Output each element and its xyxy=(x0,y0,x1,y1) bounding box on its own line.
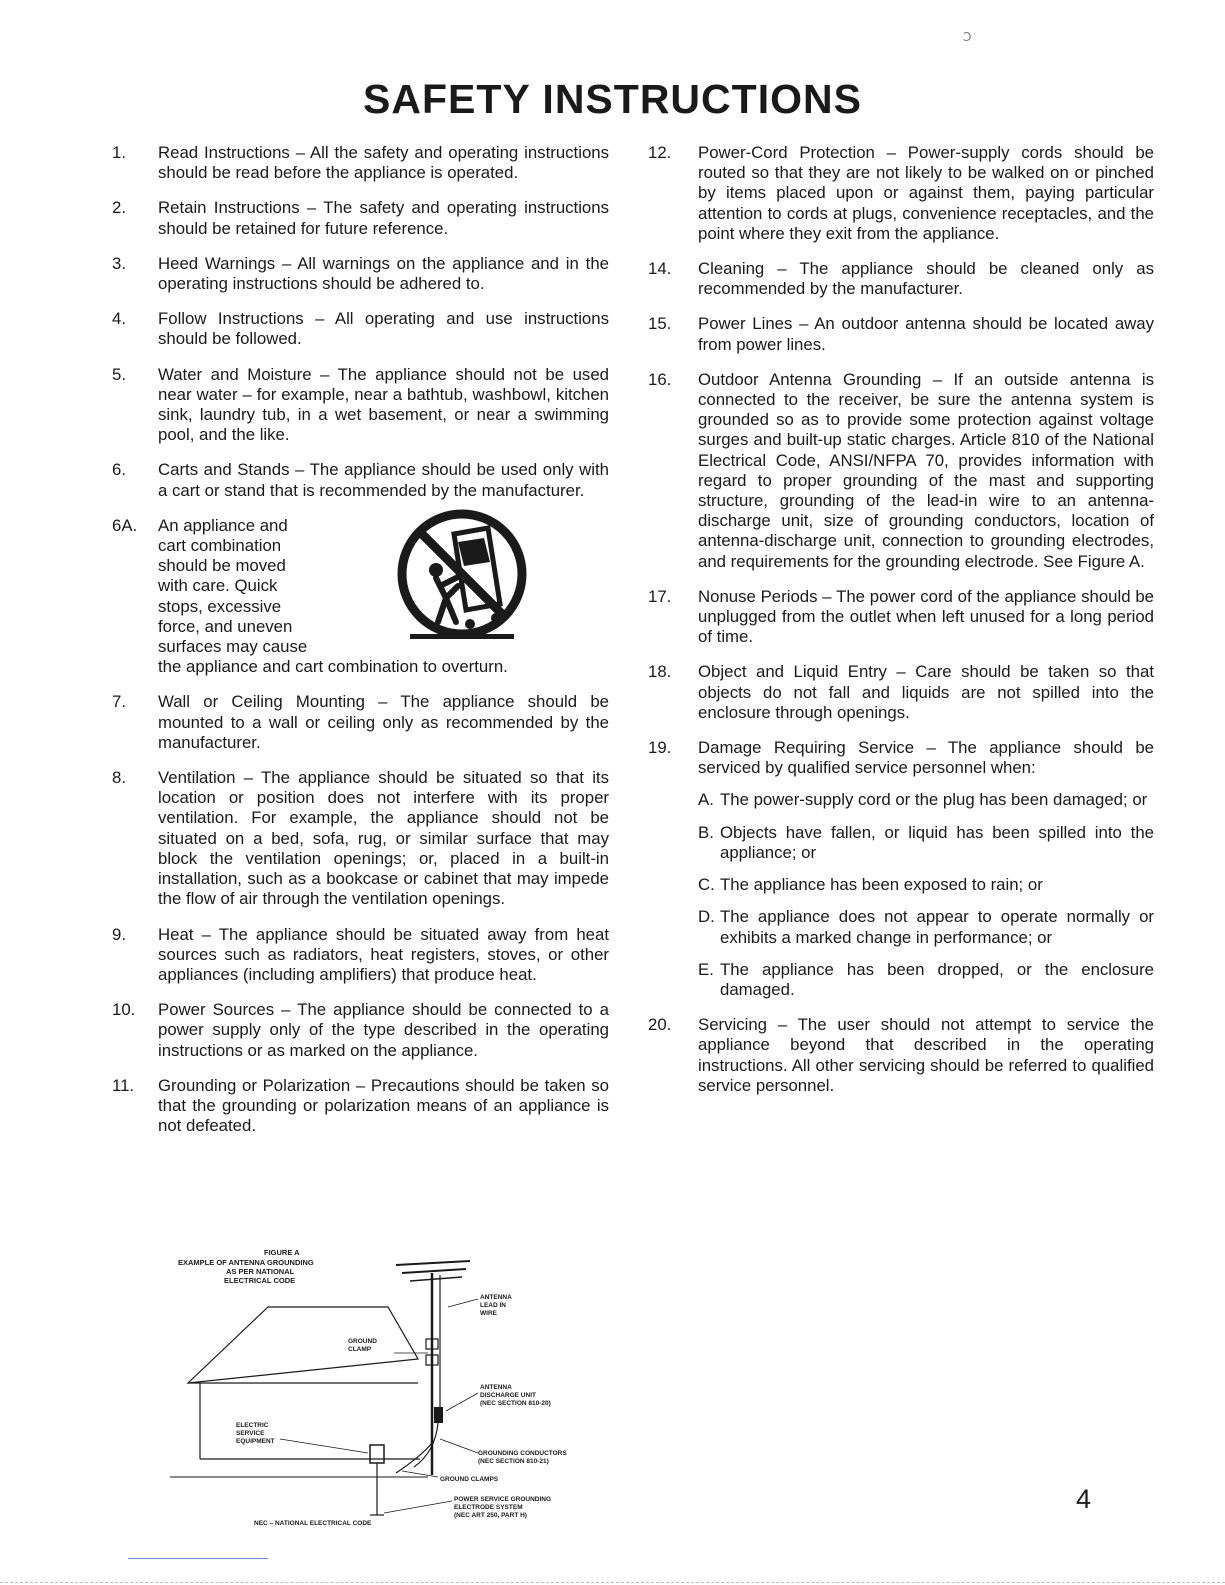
label-service-equipment: SERVICE xyxy=(236,1430,265,1437)
figure-subtitle: ELECTRICAL CODE xyxy=(224,1276,296,1285)
label-ground-clamp: GROUND xyxy=(348,1338,377,1345)
sub-text: The appliance has been exposed to rain; or xyxy=(720,875,1043,895)
item-number: 19. xyxy=(648,738,672,758)
item-number: 6A. xyxy=(112,515,138,535)
service-condition-a xyxy=(698,790,1154,810)
label-grounding-electrode: POWER SERVICE GROUNDING xyxy=(454,1496,552,1503)
sub-text: The appliance does not appear to operate normally or exhibits a marked change in performance; or xyxy=(720,907,1154,947)
label-lead-in: ANTENNA xyxy=(480,1294,512,1301)
item-line: An appliance and xyxy=(158,515,288,535)
sub-letter: E. xyxy=(698,959,714,979)
instruction-item-4 xyxy=(112,309,609,349)
item-text: Power Lines – An outdoor antenna should be located away from power lines. xyxy=(698,314,1154,354)
instruction-item-11 xyxy=(112,1076,609,1137)
sub-letter: B. xyxy=(698,822,714,842)
instruction-item-17 xyxy=(648,587,1154,648)
item-text: Ventilation – The appliance should be situated so that its location or position does not interfere with its proper ventilation. For example, the appliance should not be situated on a bed, sofa, rug, or similar surface that may block the ventilation openings; or, placed in a built-in installation, such as a bookcase or cabinet that may impede the flow of air through the ventilation openings. xyxy=(158,768,609,909)
item-text: Cleaning – The appliance should be cleaned only as recommended by the manufacturer. xyxy=(698,259,1154,299)
sub-letter: D. xyxy=(698,907,715,927)
item-number: 2. xyxy=(112,198,126,218)
left-column xyxy=(112,143,609,1136)
roof-outline xyxy=(188,1307,418,1383)
instruction-item-16 xyxy=(648,370,1154,572)
item-text: Object and Liquid Entry – Care should be taken so that objects do not fall and liquids are not spilled into the enclosure through openings. xyxy=(698,662,1154,722)
item-number: 5. xyxy=(112,364,126,384)
label-lead-in: WIRE xyxy=(480,1310,497,1317)
item-text: Nonuse Periods – The power cord of the appliance should be unplugged from the outlet when left unused for a long period of time. xyxy=(698,586,1154,647)
item-text: Wall or Ceiling Mounting – The appliance should be mounted to a wall or ceiling only as recommended by the manufacturer. xyxy=(158,692,609,752)
sub-letter: A. xyxy=(698,790,714,810)
figure-footnote: NEC – NATIONAL ELECTRICAL CODE xyxy=(254,1520,372,1527)
item-text: Read Instructions – All the safety and operating instructions should be read before the appliance is operated. xyxy=(158,143,609,183)
instruction-item-6a xyxy=(112,516,609,678)
instruction-item-9 xyxy=(112,925,609,986)
service-condition-c xyxy=(698,875,1154,895)
sub-letter: C. xyxy=(698,875,715,895)
service-condition-b xyxy=(698,823,1154,863)
item-number: 10. xyxy=(112,1000,136,1020)
instruction-item-12 xyxy=(648,143,1154,244)
instruction-item-5 xyxy=(112,365,609,446)
label-ground-clamp: CLAMP xyxy=(348,1346,372,1353)
item-text: Damage Requiring Service – The appliance should be serviced by qualified service personnel when: xyxy=(698,738,1154,778)
label-ground-clamps: GROUND CLAMPS xyxy=(440,1476,499,1483)
discharge-unit-box xyxy=(434,1407,443,1423)
item-number: 15. xyxy=(648,314,672,334)
right-column xyxy=(648,143,1154,1096)
item-number: 6. xyxy=(112,460,126,480)
corner-mark: Ↄ xyxy=(963,30,972,44)
item-number: 18. xyxy=(648,662,672,682)
label-service-equipment: EQUIPMENT xyxy=(236,1438,275,1445)
service-equipment-box xyxy=(370,1445,384,1463)
item-number: 8. xyxy=(112,768,126,788)
item-text: Water and Moisture – The appliance should not be used near water – for example, near a bathtub, washbowl, kitchen sink, laundry tub, in a wet basement, or near a swimming pool, and the like. xyxy=(158,364,609,445)
item-text: Follow Instructions – All operating and use instructions should be followed. xyxy=(158,309,609,349)
label-grounding-electrode: (NEC ART 250, PART H) xyxy=(454,1512,527,1519)
instruction-item-14 xyxy=(648,259,1154,299)
item-number: 17. xyxy=(648,586,672,606)
item-text: Grounding or Polarization – Precautions should be taken so that the grounding or polarization means of an appliance is not defeated. xyxy=(158,1075,609,1136)
page-number: 4 xyxy=(1076,1484,1092,1514)
item-number: 16. xyxy=(648,369,672,389)
item-text: Retain Instructions – The safety and operating instructions should be retained for future reference. xyxy=(158,198,609,238)
page-title: SAFETY INSTRUCTIONS xyxy=(363,76,862,122)
label-discharge-unit: DISCHARGE UNIT xyxy=(480,1392,536,1399)
instruction-item-10 xyxy=(112,1000,609,1061)
item-text: Servicing – The user should not attempt to service the appliance beyond that described in the operating instructions. All other servicing should be referred to qualified service personnel. xyxy=(698,1015,1154,1095)
instruction-item-18 xyxy=(648,662,1154,723)
instruction-item-15 xyxy=(648,314,1154,354)
antenna-grounding-diagram xyxy=(170,1243,610,1543)
label-grounding-electrode: ELECTRODE SYSTEM xyxy=(454,1504,523,1511)
item-line: force, and uneven xyxy=(158,616,293,636)
item-number: 14. xyxy=(648,259,672,279)
item-number: 11. xyxy=(112,1075,135,1095)
instruction-item-3 xyxy=(112,254,609,294)
item-line: should be moved xyxy=(158,556,286,576)
sub-text: Objects have fallen, or liquid has been spilled into the appliance; or xyxy=(720,822,1154,862)
label-lead-in: LEAD IN xyxy=(480,1302,506,1309)
item-text: Heed Warnings – All warnings on the appliance and in the operating instructions should be adhered to. xyxy=(158,253,609,294)
item-text: Power Sources – The appliance should be connected to a power supply only of the type described in the operating instructions or as marked on the appliance. xyxy=(158,1000,609,1060)
item-number: 20. xyxy=(648,1015,672,1035)
figure-title: FIGURE A xyxy=(264,1248,300,1257)
label-discharge-unit: ANTENNA xyxy=(480,1384,512,1391)
item-text xyxy=(158,516,609,678)
label-service-equipment: ELECTRIC xyxy=(236,1422,269,1429)
instruction-item-20 xyxy=(648,1015,1154,1096)
label-discharge-unit: (NEC SECTION 810-20) xyxy=(480,1400,551,1407)
instruction-item-19 xyxy=(648,738,1154,778)
service-condition-e xyxy=(698,960,1154,1000)
figure-subtitle: EXAMPLE OF ANTENNA GROUNDING xyxy=(178,1258,314,1267)
service-condition-d xyxy=(698,907,1154,947)
item-line: cart combination xyxy=(158,536,282,556)
label-grounding-conductors: (NEC SECTION 810-21) xyxy=(478,1458,549,1465)
antenna-element xyxy=(396,1261,470,1265)
item-line: the appliance and cart combination to overturn. xyxy=(158,657,508,677)
instruction-item-6 xyxy=(112,460,609,500)
item-number: 3. xyxy=(112,253,126,273)
page-bottom-edge xyxy=(0,1582,1225,1583)
item-number: 7. xyxy=(112,692,126,712)
figure-a-antenna-grounding xyxy=(170,1243,610,1543)
item-text: Power-Cord Protection – Power-supply cords should be routed so that they are not likely to be walked on or pinched by items placed upon or against them, paying particular attention to cords at plugs, convenience receptacles, and the point where they exit from the appliance. xyxy=(698,143,1154,243)
item-line: with care. Quick xyxy=(158,576,278,596)
instruction-item-8 xyxy=(112,768,609,909)
item-number: 12. xyxy=(648,143,672,162)
label-grounding-conductors: GROUNDING CONDUCTORS xyxy=(478,1450,567,1457)
figure-subtitle: AS PER NATIONAL xyxy=(226,1267,295,1276)
item-number: 4. xyxy=(112,309,126,329)
item-text: Carts and Stands – The appliance should be used only with a cart or stand that is recommended by the manufacturer. xyxy=(158,460,609,500)
instruction-item-7 xyxy=(112,692,609,753)
instruction-item-1 xyxy=(112,143,609,183)
cart-tip-over-warning-icon xyxy=(388,506,536,654)
item-line: stops, excessive xyxy=(158,596,282,616)
item-text: Outdoor Antenna Grounding – If an outside antenna is connected to the receiver, be sure the antenna system is grounded so as to provide some protection against voltage surges and built-up static charges. Article 810 of the National Electrical Code, ANSI/NFPA 70, provides information with regard to proper grounding of the mast and supporting structure, grounding of the lead-in wire to an antenna-discharge unit, size of grounding conductors, location of antenna-discharge unit, connection to grounding electrodes, and requirements for the grounding electrode. See Figure A. xyxy=(698,369,1154,571)
item-line: surfaces may cause xyxy=(158,637,308,657)
link-underline xyxy=(128,1558,268,1559)
instruction-item-2 xyxy=(112,198,609,238)
sub-text: The power-supply cord or the plug has been damaged; or xyxy=(720,790,1148,810)
sub-text: The appliance has been dropped, or the enclosure damaged. xyxy=(720,959,1154,999)
item-number: 9. xyxy=(112,924,126,944)
item-number: 1. xyxy=(112,143,126,162)
item-text: Heat – The appliance should be situated away from heat sources such as radiators, heat registers, stoves, or other appliances (including amplifiers) that produce heat. xyxy=(158,924,609,984)
